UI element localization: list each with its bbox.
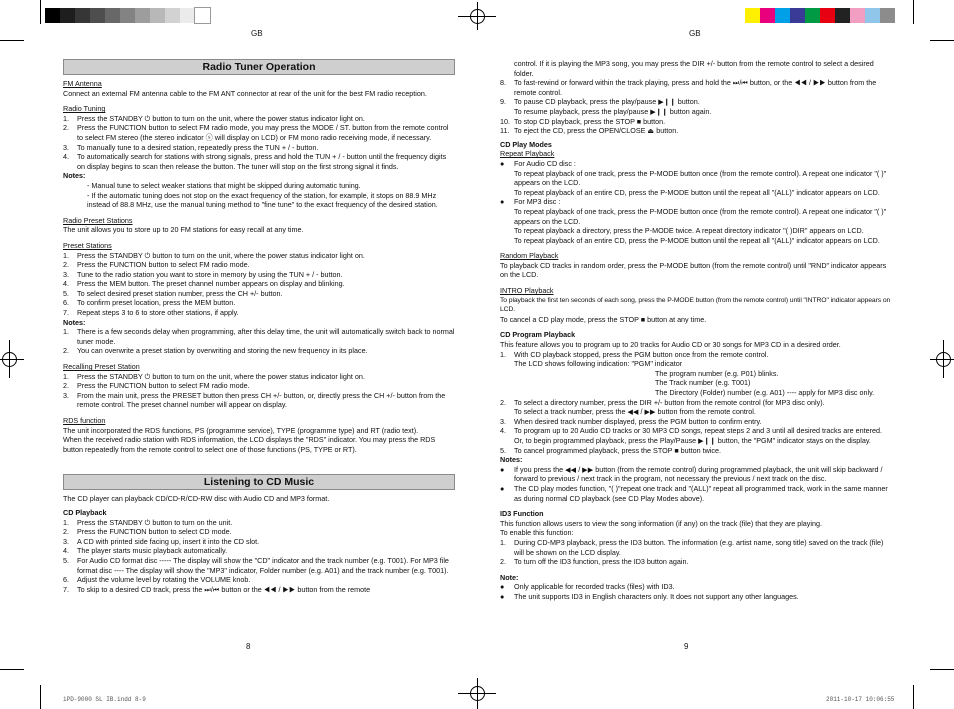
- subheading: CD Program Playback: [500, 330, 576, 340]
- list-item: [500, 78, 895, 97]
- list-number: 1.: [63, 371, 69, 381]
- paragraph: To repeat playback of an entire CD, press the P-MODE button until the repeat all "(ALL)" indicator appears on LCD.: [514, 187, 880, 197]
- list-number: 3.: [63, 536, 69, 546]
- list-item: [63, 518, 455, 528]
- paragraph: This function allows users to view the song information (if any) on the track (file) that they are playing.: [500, 518, 822, 528]
- paragraph: This feature allows you to program up to 20 tracks for Audio CD or 30 songs for MP3 CD in a desired order.: [500, 340, 841, 350]
- list-text: From the main unit, press the PRESET button then press CH +/- button, or, directly press the CH +/- button from the remote control. The preset channel number will appear on display.: [77, 390, 446, 410]
- subheading: Preset Stations: [63, 240, 112, 250]
- list-number: 2.: [63, 527, 69, 537]
- cd-playback-steps: [63, 518, 455, 595]
- list-item: [63, 546, 455, 556]
- list-item: [500, 407, 895, 417]
- list-text: The unit supports ID3 in English characters only. It does not support any other languages.: [514, 591, 799, 601]
- list-text: Press the MEM button. The preset channel number appears on display and blinking.: [77, 279, 345, 289]
- subheading: CD Playback: [63, 507, 107, 517]
- list-item: [500, 126, 895, 136]
- calibration-swatch: [195, 8, 210, 23]
- paragraph: Connect an external FM antenna cable to the FM ANT connector at rear of the unit for the best FM radio reception.: [63, 88, 427, 98]
- list-number: 1.: [63, 250, 69, 260]
- calibration-swatch: [120, 8, 135, 23]
- list-number: 4.: [63, 152, 69, 162]
- calibration-swatch: [865, 8, 880, 23]
- bullet-icon: ●: [500, 591, 505, 601]
- list-number: 3.: [500, 416, 506, 426]
- calibration-swatch: [835, 8, 850, 23]
- list-number: 2.: [63, 260, 69, 270]
- subheading: Random Playback: [500, 251, 559, 261]
- paragraph: When the received radio station with RDS information, the LCD displays the "RDS" indicator. You may press the RDS button repeatedly from the remote control to select one of those functions (PS, TYPE or RT).: [63, 435, 436, 454]
- recall-steps: [63, 372, 455, 410]
- list-item: [63, 585, 455, 595]
- list-item: [500, 350, 895, 360]
- list-text: Press the FUNCTION button to select FM radio mode, you may press the MODE / ST. button from the remote control to select FM stereo (the stereo indicator ⓢ will display on LCD) or FM mono radio receiving mode, if necessary.: [77, 123, 449, 142]
- paragraph: To enable this function:: [500, 528, 574, 538]
- list-item: [500, 538, 895, 557]
- calibration-swatch: [180, 8, 195, 23]
- list-text: When desired track number displayed, press the PGM button to confirm entry.: [514, 416, 762, 426]
- crop-mark: [930, 669, 954, 670]
- calibration-swatch: [790, 8, 805, 23]
- bullet-icon: ●: [500, 582, 505, 592]
- registration-mark-right: [930, 340, 954, 378]
- list-item: [500, 388, 895, 398]
- list-item: [63, 346, 455, 356]
- list-number: 2.: [63, 123, 69, 133]
- list-text: To cancel programmed playback, press the STOP ■ button twice.: [514, 445, 722, 455]
- list-text: Repeat steps 3 to 6 to store other stations, if apply.: [77, 308, 239, 318]
- list-number: 5.: [63, 555, 69, 565]
- list-item: [63, 391, 455, 410]
- list-text: The program number (e.g. P01) blinks.: [655, 368, 779, 378]
- calibration-swatch: [820, 8, 835, 23]
- paragraph: To playback the first ten seconds of each song, press the P-MODE button (from the remote control) until "INTRO" indicator appears on LCD.: [500, 296, 891, 314]
- list-text: A CD with printed side facing up, insert it into the CD slot.: [77, 536, 260, 546]
- list-text: To select desired preset station number, press the CH +/- button.: [77, 288, 283, 298]
- list-item: [63, 308, 455, 318]
- calibration-swatch: [880, 8, 895, 23]
- list-number: 6.: [63, 298, 69, 308]
- list-text: Press the FUNCTION button to select FM radio mode.: [77, 381, 250, 391]
- notes-label: Notes:: [500, 455, 523, 465]
- list-text: To confirm preset location, press the MEM button.: [77, 298, 236, 308]
- list-item: [63, 575, 455, 585]
- list-item: [500, 417, 895, 427]
- list-number: 2.: [500, 397, 506, 407]
- list-number: 1.: [500, 537, 506, 547]
- subheading: RDS function: [63, 416, 106, 425]
- list-number: 4.: [500, 426, 506, 436]
- list-number: 7.: [63, 584, 69, 594]
- language-label-right: GB: [689, 29, 701, 38]
- id3-steps: [500, 538, 895, 567]
- calibration-swatch: [775, 8, 790, 23]
- bullet-item: ● For Audio CD disc :: [500, 158, 576, 168]
- paragraph: control. If it is playing the MP3 song, you may press the DIR +/- button from the remote control to select a desired folder.: [514, 59, 874, 78]
- crop-mark: [0, 40, 24, 41]
- list-item: [500, 436, 895, 446]
- list-number: 7.: [63, 308, 69, 318]
- bullet-item: [500, 484, 895, 503]
- list-number: 1.: [63, 327, 69, 337]
- registration-mark-bottom: [458, 678, 496, 709]
- list-text: With CD playback stopped, press the PGM button once from the remote control.: [514, 349, 769, 359]
- list-item: [63, 260, 455, 270]
- list-item: [63, 556, 455, 575]
- calibration-swatch: [165, 8, 180, 23]
- list-item: [500, 446, 895, 456]
- subheading: Radio Tuning: [63, 104, 106, 114]
- list-text: To eject the CD, press the OPEN/CLOSE ⏏ button.: [514, 126, 679, 136]
- list-number: 3.: [63, 390, 69, 400]
- list-item: [63, 372, 455, 382]
- list-number: 2.: [63, 381, 69, 391]
- page-number-left: 8: [246, 642, 251, 651]
- calibration-swatch: [75, 8, 90, 23]
- list-number: 10.: [500, 116, 510, 126]
- list-number: 3.: [63, 142, 69, 152]
- list-text: To skip to a desired CD track, press the ⏭/⏮ button or the ◀◀ / ▶▶ button from the remote: [77, 584, 371, 594]
- crop-mark: [930, 40, 954, 41]
- page-number-right: 9: [684, 642, 689, 651]
- paragraph: To repeat playback of one track, press the P-MODE button once (from the remote control). A repeat one indicator "( )" appears on the LCD.: [514, 206, 887, 226]
- audio-cd-lines: [500, 169, 895, 198]
- list-item: [500, 97, 895, 107]
- paragraph: The unit allows you to store up to 20 FM stations for easy recall at any time.: [63, 225, 304, 235]
- calibration-swatch: [850, 8, 865, 23]
- list-text: Adjust the volume level by rotating the VOLUME knob.: [77, 575, 251, 585]
- list-text: There is a few seconds delay when programming, after this delay time, the unit will automatically switch back to normal tuner mode.: [77, 327, 455, 346]
- paragraph: - If the automatic tuning does not stop on the exact frequency of the station, for example, it stops on 88.9 MHz instead of 88.8 MHz, use the manual tuning method to "fine tune" to the exact frequency of the desired station.: [87, 190, 438, 210]
- bullet-item: ● For MP3 disc :: [500, 197, 561, 207]
- list-text: Only applicable for recorded tracks (files) with ID3.: [514, 582, 675, 592]
- calibration-swatch: [805, 8, 820, 23]
- list-item: [500, 378, 895, 388]
- subheading: CD Play Modes: [500, 139, 552, 149]
- list-item: [63, 143, 455, 153]
- program-notes: [500, 465, 895, 503]
- program-steps: [500, 350, 895, 456]
- list-number: 1.: [63, 113, 69, 123]
- list-text: To program up to 20 Audio CD tracks or 30 MP3 CD songs, repeat steps 2 and 3 until all desired tracks are entered.: [514, 426, 882, 436]
- list-text: Press the STANDBY ⏻ button to turn on the unit.: [77, 517, 233, 527]
- list-number: 4.: [63, 279, 69, 289]
- list-item: [63, 527, 455, 537]
- preset-steps: [63, 251, 455, 318]
- list-text: To pause CD playback, press the play/pause ▶❙❙ button.: [514, 97, 700, 107]
- list-item: [500, 369, 895, 379]
- left-page: [63, 59, 455, 594]
- list-number: 5.: [63, 288, 69, 298]
- calibration-swatch: [150, 8, 165, 23]
- subheading: INTRO Playback: [500, 286, 554, 296]
- list-text: You can overwrite a preset station by overwriting and storing the new frequency in its place.: [77, 346, 368, 356]
- bullet-icon: ●: [500, 464, 505, 474]
- list-text: The player starts music playback automatically.: [77, 546, 228, 556]
- subheading: Recalling Preset Station: [63, 362, 140, 372]
- list-number: 1.: [500, 349, 506, 359]
- list-text: To select a directory number, press the DIR +/- button from the remote control (for MP3 disc only).: [514, 397, 825, 407]
- calibration-swatch: [90, 8, 105, 23]
- crop-mark: [40, 0, 41, 24]
- paragraph: The unit incorporated the RDS functions, PS (programme service), TYPE (programme type) and RT (radio text).: [63, 425, 419, 435]
- radio-tuning-steps: [63, 114, 455, 172]
- list-number: 2.: [63, 346, 69, 356]
- list-number: 11.: [500, 126, 510, 136]
- bullet-item: [500, 582, 895, 592]
- list-text: Or, to begin programmed playback, press the Play/Pause ▶❙❙ button, the "PGM" indicator stays on the display.: [514, 435, 871, 445]
- list-item: [63, 270, 455, 280]
- registration-mark-top: [458, 2, 496, 30]
- paragraph: The CD player can playback CD/CD-R/CD-RW disc with Audio CD and MP3 format.: [63, 494, 330, 504]
- footer-timestamp: 2011-10-17 10:06:55: [826, 696, 895, 703]
- calibration-swatch: [745, 8, 760, 23]
- list-item: [63, 537, 455, 547]
- list-text: Tune to the radio station you want to store in memory by using the TUN + / - button.: [77, 269, 343, 279]
- list-text: The Directory (Folder) number (e.g. A01) ---- apply for MP3 disc only.: [655, 388, 875, 397]
- list-text: To manually tune to a desired station, repeatedly press the TUN + / - button.: [77, 142, 319, 152]
- paragraph: To repeat playback of an entire CD, press the P-MODE button until the repeat all "(ALL)" indicator appears on LCD.: [514, 235, 880, 245]
- subheading: Radio Preset Stations: [63, 215, 133, 225]
- list-text: During CD-MP3 playback, press the ID3 button. The information (e.g. artist name, song title) saved on the track (file) will be shown on the LCD display.: [514, 537, 884, 557]
- list-number: 3.: [63, 269, 69, 279]
- preset-notes: [63, 327, 455, 356]
- registration-mark-left: [0, 340, 24, 378]
- list-item: [63, 114, 455, 124]
- list-text: To stop CD playback, press the STOP ■ button.: [514, 116, 666, 126]
- list-number: 1.: [63, 517, 69, 527]
- calibration-swatch: [105, 8, 120, 23]
- list-item: [63, 381, 455, 391]
- list-number: 9.: [500, 97, 506, 107]
- bullet-icon: ●: [500, 483, 505, 493]
- list-text: The Track number (e.g. T001): [655, 378, 751, 388]
- list-item: [63, 152, 455, 171]
- list-text: Press the FUNCTION button to select FM radio mode.: [77, 260, 250, 270]
- list-number: 5.: [500, 445, 506, 455]
- calibration-swatch: [60, 8, 75, 23]
- list-text: Press the FUNCTION button to select CD mode.: [77, 527, 232, 537]
- list-text: To turn off the ID3 function, press the ID3 button again.: [514, 557, 689, 567]
- calibration-swatch: [45, 8, 60, 23]
- subheading: FM Antenna: [63, 79, 102, 88]
- list-text: To select a track number, press the ◀◀ / ▶▶ button from the remote control.: [514, 407, 756, 417]
- list-number: 4.: [63, 546, 69, 556]
- list-number: 2.: [500, 557, 506, 567]
- list-item: [500, 359, 895, 369]
- list-text: Press the STANDBY ⏻ button to turn on the unit, where the power status indicator light on.: [77, 371, 365, 381]
- section-header-cd: Listening to CD Music: [63, 474, 455, 490]
- radio-tuning-notes: [63, 181, 455, 210]
- list-item: [63, 327, 455, 346]
- list-item: [63, 251, 455, 261]
- list-text: The LCD shows following indication: "PGM" indicator: [514, 359, 683, 369]
- list-text: To resume playback, press the play/pause ▶❙❙ button again.: [514, 106, 712, 116]
- crop-mark: [40, 685, 41, 709]
- list-item: [63, 279, 455, 289]
- bullet-item: [500, 465, 895, 484]
- list-item: [500, 107, 895, 117]
- list-text: The CD play modes function, "( )"repeat one track and "(ALL)" repeat all programmed track, work in the same manner as during normal CD playback (see CD Play Modes above).: [514, 483, 888, 503]
- crop-mark: [913, 685, 914, 709]
- list-item: [63, 289, 455, 299]
- subheading: ID3 Function: [500, 509, 544, 519]
- language-label-left: GB: [251, 29, 263, 38]
- list-item: [500, 426, 895, 436]
- cd-playback-steps-continued: [500, 78, 895, 136]
- list-text: To automatically search for stations with strong signals, press and hold the TUN + / - button until the frequency digits on display begins to scan then release the button. The tuner will stop on the first strong signal it finds.: [77, 152, 447, 171]
- crop-mark: [913, 0, 914, 24]
- calibration-swatch: [760, 8, 775, 23]
- notes-label: Notes:: [63, 171, 86, 181]
- paragraph: To repeat playback a directory, press the P-MODE twice. A repeat directory indicator "( )DIR" appears on LCD.: [514, 226, 864, 236]
- mp3-lines: [500, 207, 895, 245]
- list-item: [500, 117, 895, 127]
- paragraph: To repeat playback of one track, press the P-MODE button once (from the remote control). A repeat one indicator "( )" appears on the LCD.: [514, 168, 887, 188]
- calibration-swatch: [135, 8, 150, 23]
- list-text: For Audio CD format disc ----- The display will show the "CD" indicator and the track number (e.g. T001). For MP3 file format disc ---- The display will show the "MP3" indicator, Folder number (e.g. A01) and the track number (e.g. T001).: [77, 555, 449, 575]
- list-text: To fast-rewind or forward within the track playing, press and hold the ⏭/⏮ button, or the ◀◀ / ▶▶ button from the remote control.: [514, 78, 877, 97]
- crop-mark: [0, 669, 24, 670]
- bullet-item: [500, 592, 895, 602]
- list-item: [63, 123, 455, 142]
- paragraph: To cancel a CD play mode, press the STOP ■ button at any time.: [500, 314, 707, 324]
- notes-label: Notes:: [63, 317, 86, 327]
- list-text: Press the STANDBY ⏻ button to turn on the unit, where the power status indicator light on.: [77, 113, 365, 123]
- list-text: Press the STANDBY ⏻ button to turn on the unit, where the power status indicator light on.: [77, 250, 365, 260]
- paragraph: - Manual tune to select weaker stations that might be skipped during automatic tuning.: [87, 180, 361, 190]
- list-number: 6.: [63, 575, 69, 585]
- list-number: 8.: [500, 78, 506, 88]
- list-item: [500, 557, 895, 567]
- notes-label: Note:: [500, 572, 519, 582]
- list-item: [500, 398, 895, 408]
- subheading: Repeat Playback: [500, 149, 555, 159]
- section-header-radio: Radio Tuner Operation: [63, 59, 455, 75]
- list-text: If you press the ◀◀ / ▶▶ button (from the remote control) during programmed playback, the unit will skip backward / forward to previous / next track in the program, not necessary the previous / next track on the disc.: [514, 464, 883, 484]
- right-page: [500, 59, 895, 601]
- list-item: [63, 298, 455, 308]
- paragraph: To playback CD tracks in random order, press the P-MODE button (from the remote control) until "RND" indicator appears on the LCD.: [500, 260, 887, 280]
- footer-file-info: iPD-9000 SL IB.indd 8-9: [63, 696, 146, 703]
- id3-notes: [500, 582, 895, 601]
